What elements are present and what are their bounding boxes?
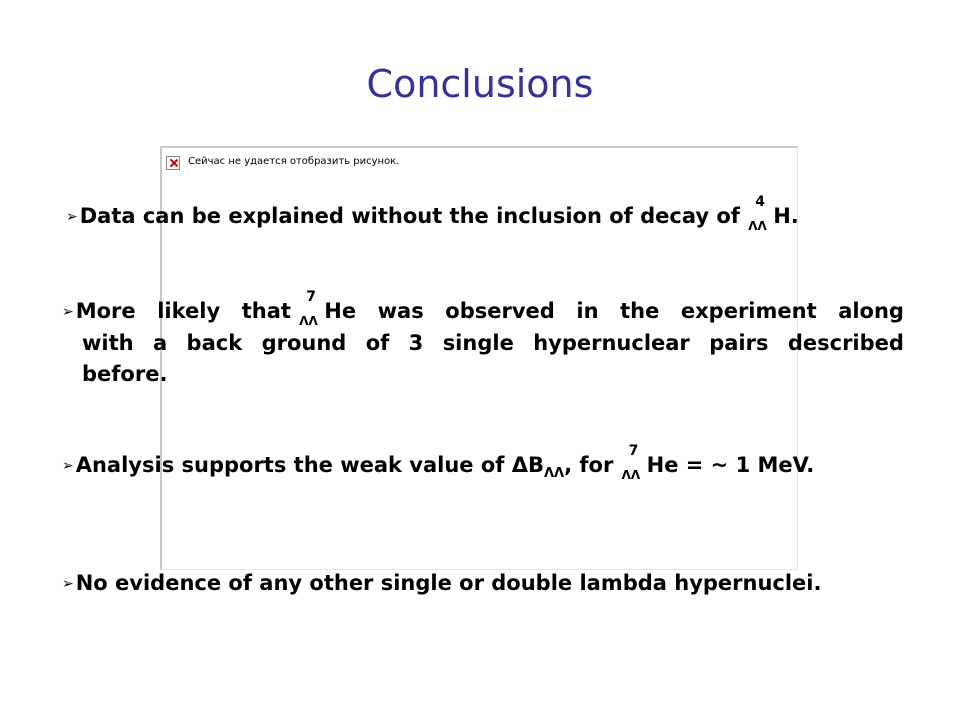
mass-number: 7 [306, 289, 316, 305]
broken-image-icon [166, 156, 180, 170]
element-symbol: He [324, 299, 357, 323]
element-value: He = ~ 1 MeV. [646, 453, 815, 477]
bullet-line-1 [62, 289, 904, 328]
bullet-text: No evidence of any other single or double lambda hypernuclei. [75, 571, 822, 595]
bullet-data-explained [66, 194, 799, 233]
word-text: that [241, 299, 291, 323]
bullet-more-likely [62, 289, 904, 390]
word [62, 296, 136, 328]
word: of [365, 331, 390, 355]
lambda-subscript: ΛΛ [299, 314, 318, 328]
bullet-analysis-supports [62, 443, 815, 489]
word: pairs [709, 331, 769, 355]
word: in [576, 299, 599, 323]
bullet-text: Analysis supports the weak value of ΔB [75, 453, 544, 477]
element-symbol: H. [773, 204, 799, 228]
word: likely [157, 299, 221, 323]
slide-title: Conclusions [366, 62, 594, 106]
word: the [620, 299, 660, 323]
bullet-text-2: , for [564, 453, 614, 477]
word: observed [445, 299, 555, 323]
word: ground [261, 331, 347, 355]
word-text: More [75, 299, 136, 323]
mass-number: 4 [755, 194, 765, 210]
word: back [186, 331, 243, 355]
delta-b-subscript: ΛΛ [543, 466, 565, 481]
word [241, 289, 357, 328]
bullet-text: Data can be explained without the inclusion of decay of [79, 204, 740, 228]
placeholder-text: Сейчас не удается отобразить рисунок. [188, 156, 400, 167]
nuclide-notation [747, 194, 773, 233]
bullet-line-3: before. [82, 362, 168, 386]
word: single [442, 331, 514, 355]
bullet-line-2 [62, 328, 904, 359]
bullet-no-evidence [62, 568, 821, 600]
bullet-arrow-icon: ➢ [62, 304, 74, 320]
word: described [787, 331, 904, 355]
bullet-arrow-icon: ➢ [62, 458, 74, 474]
word: along [838, 299, 904, 323]
word: 3 [408, 331, 424, 355]
word: a [152, 331, 168, 355]
word: was [377, 299, 424, 323]
lambda-subscript: ΛΛ [748, 219, 767, 233]
word: hypernuclear [533, 331, 690, 355]
bullet-arrow-icon: ➢ [62, 576, 74, 592]
nuclide-notation [298, 289, 324, 328]
mass-number: 7 [628, 443, 639, 459]
nuclide-notation [621, 443, 647, 482]
bullet-arrow-icon: ➢ [66, 209, 78, 225]
word: experiment [680, 299, 817, 323]
lambda-subscript: ΛΛ [621, 468, 641, 482]
word: with [82, 331, 134, 355]
